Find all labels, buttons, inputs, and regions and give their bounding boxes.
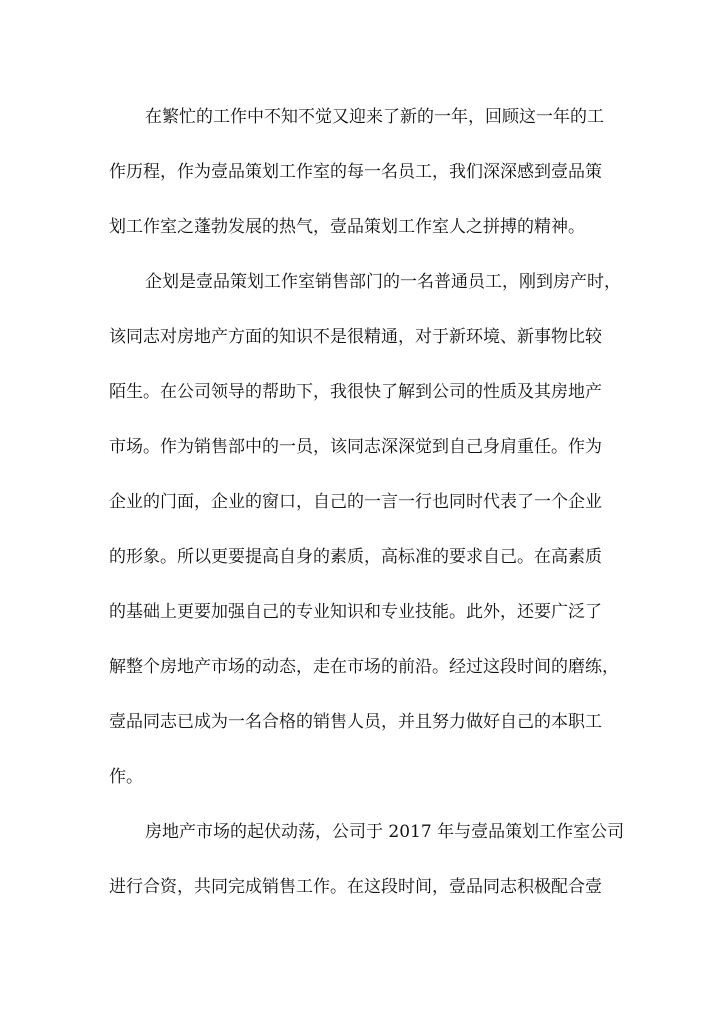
paragraph-2-line-4: 市场。作为销售部中的一员，该同志深深觉到自己身肩重任。作为 (109, 437, 602, 457)
paragraph-2-line-3: 陌生。在公司领导的帮助下，我很快了解到公司的性质及其房地产 (109, 382, 602, 402)
paragraph-1-line-3: 划工作室之蓬勃发展的热气，壹品策划工作室人之拼搏的精神。 (109, 217, 585, 237)
paragraph-2-line-7: 的基础上更要加强自己的专业知识和专业技能。此外，还要广泛了 (109, 602, 602, 622)
paragraph-3-line-2: 进行合资，共同完成销售工作。在这段时间，壹品同志积极配合壹 (109, 877, 602, 897)
paragraph-2-line-6: 的形象。所以更要提高自身的素质，高标准的要求自己。在高素质 (109, 547, 602, 567)
paragraph-2-line-5: 企业的门面，企业的窗口，自己的一言一行也同时代表了一个企业 (109, 492, 602, 512)
paragraph-3-line-1: 房地产市场的起伏动荡，公司于 2017 年与壹品策划工作室公司 (145, 822, 625, 842)
paragraph-2-line-2: 该同志对房地产方面的知识不是很精通，对于新环境、新事物比较 (109, 327, 602, 347)
paragraph-1-line-1: 在繁忙的工作中不知不觉又迎来了新的一年，回顾这一年的工 (145, 107, 604, 127)
paragraph-2-line-8: 解整个房地产市场的动态，走在市场的前沿。经过这段时间的磨练， (109, 657, 619, 677)
paragraph-2-line-1: 企划是壹品策划工作室销售部门的一名普通员工，刚到房产时， (145, 272, 621, 292)
paragraph-1-line-2: 作历程，作为壹品策划工作室的每一名员工，我们深深感到壹品策 (109, 162, 602, 182)
paragraph-2-line-9: 壹品同志已成为一名合格的销售人员，并且努力做好自己的本职工 (109, 712, 602, 732)
paragraph-2-line-10: 作。 (109, 767, 143, 787)
